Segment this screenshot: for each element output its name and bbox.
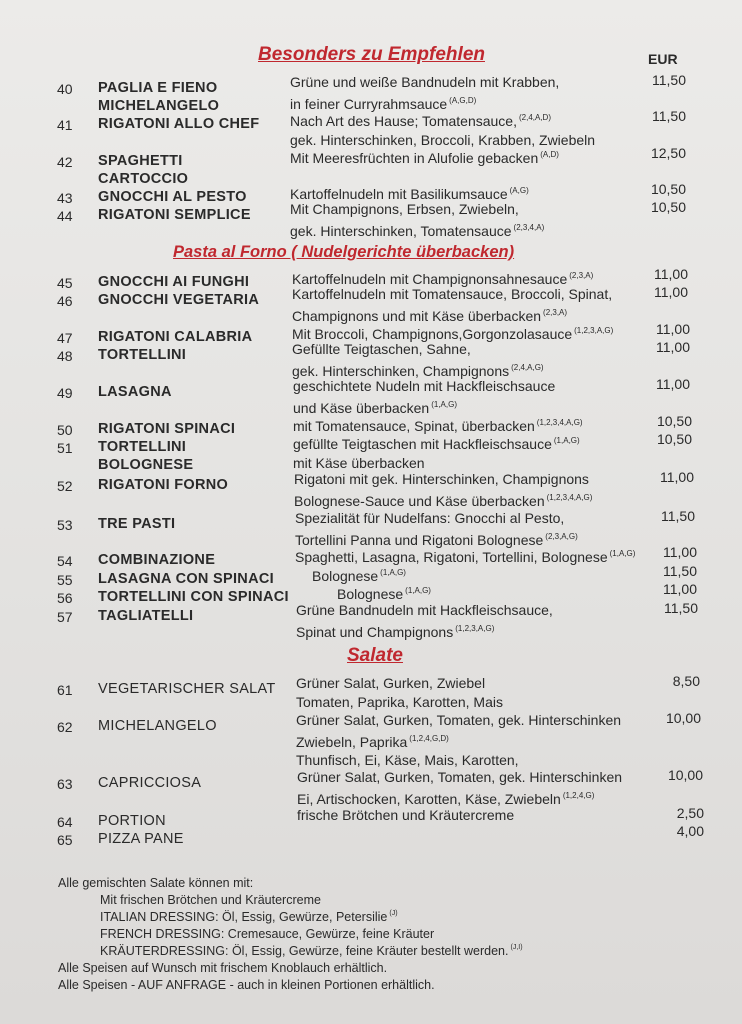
- item-number: 56: [57, 590, 73, 606]
- item-description: [293, 377, 555, 417]
- allergen-codes: (1,2,3,A,G): [574, 326, 614, 335]
- item-description-line: Grüner Salat, Gurken, Tomaten, gek. Hinterschinken: [296, 712, 622, 728]
- allergen-codes: (2,3,A): [543, 307, 568, 317]
- item-name-line: TORTELLINI CON SPINACI: [98, 589, 289, 605]
- item-description: [290, 200, 544, 240]
- item-name-line: RIGATONI SEMPLICE: [98, 207, 251, 223]
- item-description-line: Kartoffelnudeln mit Basilikumsauce $^{(A,G)}$: [290, 186, 529, 202]
- item-description-line: Rigatoni mit gek. Hinterschinken, Champignons: [294, 471, 589, 487]
- item-price: 11,50: [652, 72, 686, 88]
- item-name-line: MICHELANGELO: [98, 98, 220, 114]
- item-name-line: GNOCCHI VEGETARIA: [98, 292, 260, 308]
- item-description-line: mit Käse überbacken: [293, 454, 425, 471]
- item-name: [98, 206, 251, 224]
- item-number: 47: [57, 330, 73, 346]
- item-description: [290, 109, 595, 149]
- item-description-line: und Käse überbacken $^{(1,A,G)}$: [293, 399, 457, 416]
- item-name-line: TORTELLINI: [98, 439, 187, 455]
- item-description-line: gek. Hinterschinken, Champignons $^{(2,4,A,G)}$: [292, 362, 544, 379]
- item-number: 52: [57, 478, 73, 494]
- allergen-codes: (1,2,3,4,A,G): [536, 418, 583, 427]
- allergen-codes: (1,2,4,G,D): [409, 733, 449, 743]
- item-description: [297, 806, 514, 825]
- item-name: [98, 812, 166, 830]
- item-number: 40: [57, 81, 73, 97]
- item-name-line: RIGATONI FORNO: [98, 477, 229, 493]
- item-price: 11,00: [656, 339, 690, 355]
- item-price: 11,00: [660, 469, 694, 485]
- allergen-codes: (1,2,3,4,A,G): [546, 492, 593, 502]
- item-name-line: MICHELANGELO: [98, 718, 217, 734]
- item-name: [98, 515, 175, 533]
- item-name: [98, 588, 289, 606]
- item-number: 51: [57, 440, 73, 456]
- allergen-codes: (A,G): [509, 186, 529, 195]
- item-name: [98, 383, 172, 401]
- item-number: 43: [57, 190, 73, 206]
- item-name: [98, 188, 247, 206]
- item-name: [98, 570, 274, 588]
- item-description-line: Mit Broccoli, Champignons,Gorgonzolasauce $^{(1,2,3,A,G)}$: [292, 326, 614, 342]
- item-name-line: BOLOGNESE: [98, 457, 194, 473]
- item-name: [98, 273, 249, 291]
- item-price: 12,50: [650, 145, 686, 161]
- item-price: 11,00: [654, 284, 688, 300]
- item-description-line: gek. Hinterschinken, Broccoli, Krabben, Zwiebeln: [290, 131, 596, 148]
- item-description-line: Champignons und mit Käse überbacken $^{(2,3,A)}$: [292, 307, 568, 324]
- allergen-codes: (A,G,D): [449, 95, 477, 105]
- item-price: 4,00: [676, 823, 704, 839]
- footer-line-garlic: Alle Speisen auf Wunsch mit frischem Knoblauch erhältlich.: [58, 961, 388, 975]
- item-name: [98, 551, 215, 569]
- item-price: 11,50: [661, 508, 695, 524]
- item-price: 11,00: [663, 544, 697, 560]
- item-description: [293, 432, 580, 472]
- item-price: 11,50: [652, 108, 686, 124]
- footer-line-french: FRENCH DRESSING: Cremesauce, Gewürze, feine Kräuter: [100, 927, 435, 941]
- item-number: 62: [57, 719, 73, 735]
- item-description-line: Bolognese-Sauce und Käse überbacken $^{(1,2,3,4,A,G)}$: [294, 492, 593, 509]
- item-description-line: mit Tomatensauce, Spinat, überbacken $^{(1,2,3,4,A,G)}$: [293, 418, 583, 434]
- item-name: [98, 328, 252, 346]
- item-name-line: VEGETARISCHER SALAT: [98, 681, 276, 697]
- item-name-line: RIGATONI SPINACI: [98, 421, 236, 437]
- item-name-line: PAGLIA E FIENO: [98, 80, 218, 96]
- item-description-line: Tortellini Panna und Rigatoni Bolognese $^{(2,3,A,G)}$: [295, 531, 578, 548]
- item-number: 50: [57, 422, 73, 438]
- item-description: [294, 470, 592, 510]
- item-description: [292, 340, 544, 380]
- item-name-line: COMBINAZIONE: [98, 552, 216, 568]
- allergen-codes: (1,A,G): [553, 436, 580, 445]
- item-description: [296, 711, 621, 770]
- item-price: 11,50: [663, 563, 697, 579]
- footer-intro: Alle gemischten Salate können mit:: [58, 876, 254, 890]
- item-price: 2,50: [676, 805, 704, 821]
- item-number: 53: [57, 517, 73, 533]
- allergen-codes: (1,A,G): [431, 399, 457, 409]
- item-name: [98, 115, 259, 133]
- item-number: 41: [57, 117, 73, 133]
- item-description-line: gek. Hinterschinken, Tomatensauce $^{(2,3,4,A)}$: [290, 222, 545, 239]
- item-number: 45: [57, 275, 73, 291]
- item-number: 64: [57, 814, 73, 830]
- item-name: [98, 438, 193, 474]
- item-number: 49: [57, 385, 73, 401]
- item-description-line: frische Brötchen und Kräutercreme: [297, 807, 515, 823]
- item-name: [98, 152, 188, 188]
- allergen-codes: (2,3,A,G): [545, 531, 578, 541]
- item-description: [296, 674, 503, 711]
- section-title-salate: Salate: [347, 645, 403, 666]
- item-name-line: TORTELLINI: [98, 347, 187, 363]
- item-name: [98, 607, 193, 625]
- item-name-line: RIGATONI ALLO CHEF: [98, 116, 260, 132]
- footer-line-italian: ITALIAN DRESSING: Öl, Essig, Gewürze, Petersilie $^{(J)}$: [100, 910, 398, 924]
- item-description-line: Thunfisch, Ei, Käse, Mais, Karotten,: [296, 752, 519, 768]
- item-description-line: Mit Champignons, Erbsen, Zwiebeln,: [290, 201, 519, 217]
- item-number: 65: [57, 832, 73, 848]
- item-number: 63: [57, 776, 73, 792]
- item-name: [98, 717, 217, 735]
- item-description: [297, 768, 622, 808]
- section-title-pasta-al-forno: Pasta al Forno ( Nudelgerichte überbacken): [173, 243, 515, 261]
- item-name-line: PORTION: [98, 813, 166, 829]
- item-name-line: TRE PASTI: [98, 516, 176, 532]
- footer-line-kraeuter: KRÄUTERDRESSING: Öl, Essig, Gewürze, feine Kräuter bestellt werden. $^{(J,I)}$: [100, 944, 523, 958]
- item-name-line: CARTOCCIO: [98, 171, 189, 187]
- item-description-line: Grüne Bandnudeln mit Hackfleischsauce,: [296, 602, 553, 618]
- item-description-line: Grüner Salat, Gurken, Tomaten, gek. Hinterschinken: [297, 769, 623, 785]
- section-title-recommended: Besonders zu Empfehlen: [258, 44, 485, 65]
- item-number: 57: [57, 609, 73, 625]
- item-description: [290, 73, 559, 113]
- item-description-line: Kartoffelnudeln mit Tomatensauce, Broccoli, Spinat,: [292, 286, 613, 302]
- item-name-line: LASAGNA CON SPINACI: [98, 571, 274, 587]
- allergen-codes: (1,2,3,A,G): [455, 623, 495, 633]
- currency-label: EUR: [648, 51, 678, 67]
- item-number: 61: [57, 682, 73, 698]
- item-number: 55: [57, 572, 73, 588]
- item-description-line: Spaghetti, Lasagna, Rigatoni, Tortellini, Bolognese $^{(1,A,G)}$: [295, 549, 636, 565]
- item-name-line: LASAGNA: [98, 384, 172, 400]
- item-name: [98, 680, 276, 698]
- item-name: [98, 476, 228, 494]
- item-name: [98, 291, 259, 309]
- item-description-line: Mit Meeresfrüchten in Alufolie gebacken $^{(A,D)}$: [290, 150, 559, 166]
- item-price: 10,00: [665, 710, 701, 726]
- footer-line-rolls: Mit frischen Brötchen und Kräutercreme: [100, 893, 321, 907]
- allergen-codes: (1,A,G): [405, 586, 431, 595]
- allergen-codes: (2,3,4,A): [513, 222, 545, 232]
- item-name: [98, 420, 235, 438]
- item-number: 44: [57, 208, 73, 224]
- item-description-line: geschichtete Nudeln mit Hackfleischsauce: [293, 378, 556, 394]
- item-description: [290, 146, 559, 168]
- item-number: 54: [57, 553, 73, 569]
- item-name-line: CAPRICCIOSA: [98, 775, 202, 791]
- item-name-line: RIGATONI CALABRIA: [98, 329, 253, 345]
- item-number: 42: [57, 154, 73, 170]
- item-price: 8,50: [672, 673, 700, 689]
- item-name-line: PIZZA PANE: [98, 831, 184, 847]
- item-description-line: gefüllte Teigtaschen mit Hackfleischsauce $^{(1,A,G)}$: [293, 436, 580, 452]
- item-name-line: GNOCCHI AL PESTO: [98, 189, 247, 205]
- allergen-codes: (1,2,4,G): [562, 790, 595, 800]
- item-description-line: Grüne und weiße Bandnudeln mit Krabben,: [290, 74, 560, 90]
- item-price: 11,00: [654, 266, 688, 282]
- item-price: 11,00: [656, 321, 690, 337]
- item-description: [292, 285, 612, 325]
- item-description-line: in feiner Curryrahmsauce $^{(A,G,D)}$: [290, 95, 477, 112]
- item-description-line: Zwiebeln, Paprika $^{(1,2,4,G,D)}$: [296, 733, 449, 750]
- item-description-line: Ei, Artischocken, Karotten, Käse, Zwiebeln $^{(1,2,4,G)}$: [297, 790, 595, 807]
- allergen-codes: (2,4,A,G): [511, 362, 544, 372]
- item-name-line: TAGLIATELLI: [98, 608, 194, 624]
- item-description-line: Grüner Salat, Gurken, Zwiebel: [296, 675, 486, 691]
- item-description-line: Nach Art des Hause; Tomatensauce, $^{(2,4,A,D)}$: [290, 113, 551, 129]
- item-price: 10,50: [656, 413, 692, 429]
- item-name: [98, 79, 219, 115]
- item-price: 10,00: [667, 767, 703, 783]
- item-name-line: SPAGHETTI: [98, 153, 183, 169]
- item-description-line: Spinat und Champignons $^{(1,2,3,A,G)}$: [296, 623, 495, 640]
- item-description-line: Kartoffelnudeln mit Champignonsahnesauce $^{(2,3,A)}$: [292, 271, 594, 287]
- item-price: 10,50: [650, 199, 686, 215]
- item-description-line: Bolognese $^{(1,A,G)}$: [337, 586, 431, 602]
- item-description-line: Gefüllte Teigtaschen, Sahne,: [292, 341, 471, 357]
- item-description-line: Spezialität für Nudelfans: Gnocchi al Pesto,: [295, 510, 565, 526]
- item-name: [98, 346, 186, 364]
- allergen-codes: (2,3,A): [569, 271, 594, 280]
- item-name: [98, 774, 201, 792]
- item-price: 10,50: [656, 431, 692, 447]
- footer-line-portions: Alle Speisen - AUF ANFRAGE - auch in kleinen Portionen erhältlich.: [58, 978, 435, 992]
- item-price: 10,50: [650, 181, 686, 197]
- allergen-codes: (1,A,G): [380, 568, 406, 577]
- allergen-codes: (A,D): [540, 150, 559, 159]
- item-number: 46: [57, 293, 73, 309]
- item-name-line: GNOCCHI AI FUNGHI: [98, 274, 250, 290]
- item-name: [98, 830, 184, 848]
- item-price: 11,00: [656, 376, 690, 392]
- item-price: 11,00: [663, 581, 697, 597]
- item-description-line: Tomaten, Paprika, Karotten, Mais: [296, 693, 503, 710]
- item-number: 48: [57, 348, 73, 364]
- allergen-codes: (2,4,A,D): [518, 113, 551, 122]
- item-price: 11,50: [664, 600, 698, 616]
- item-description: [295, 509, 578, 549]
- item-description-line: Bolognese $^{(1,A,G)}$: [312, 568, 406, 584]
- allergen-codes: (1,A,G): [609, 549, 636, 558]
- item-description: [296, 601, 553, 641]
